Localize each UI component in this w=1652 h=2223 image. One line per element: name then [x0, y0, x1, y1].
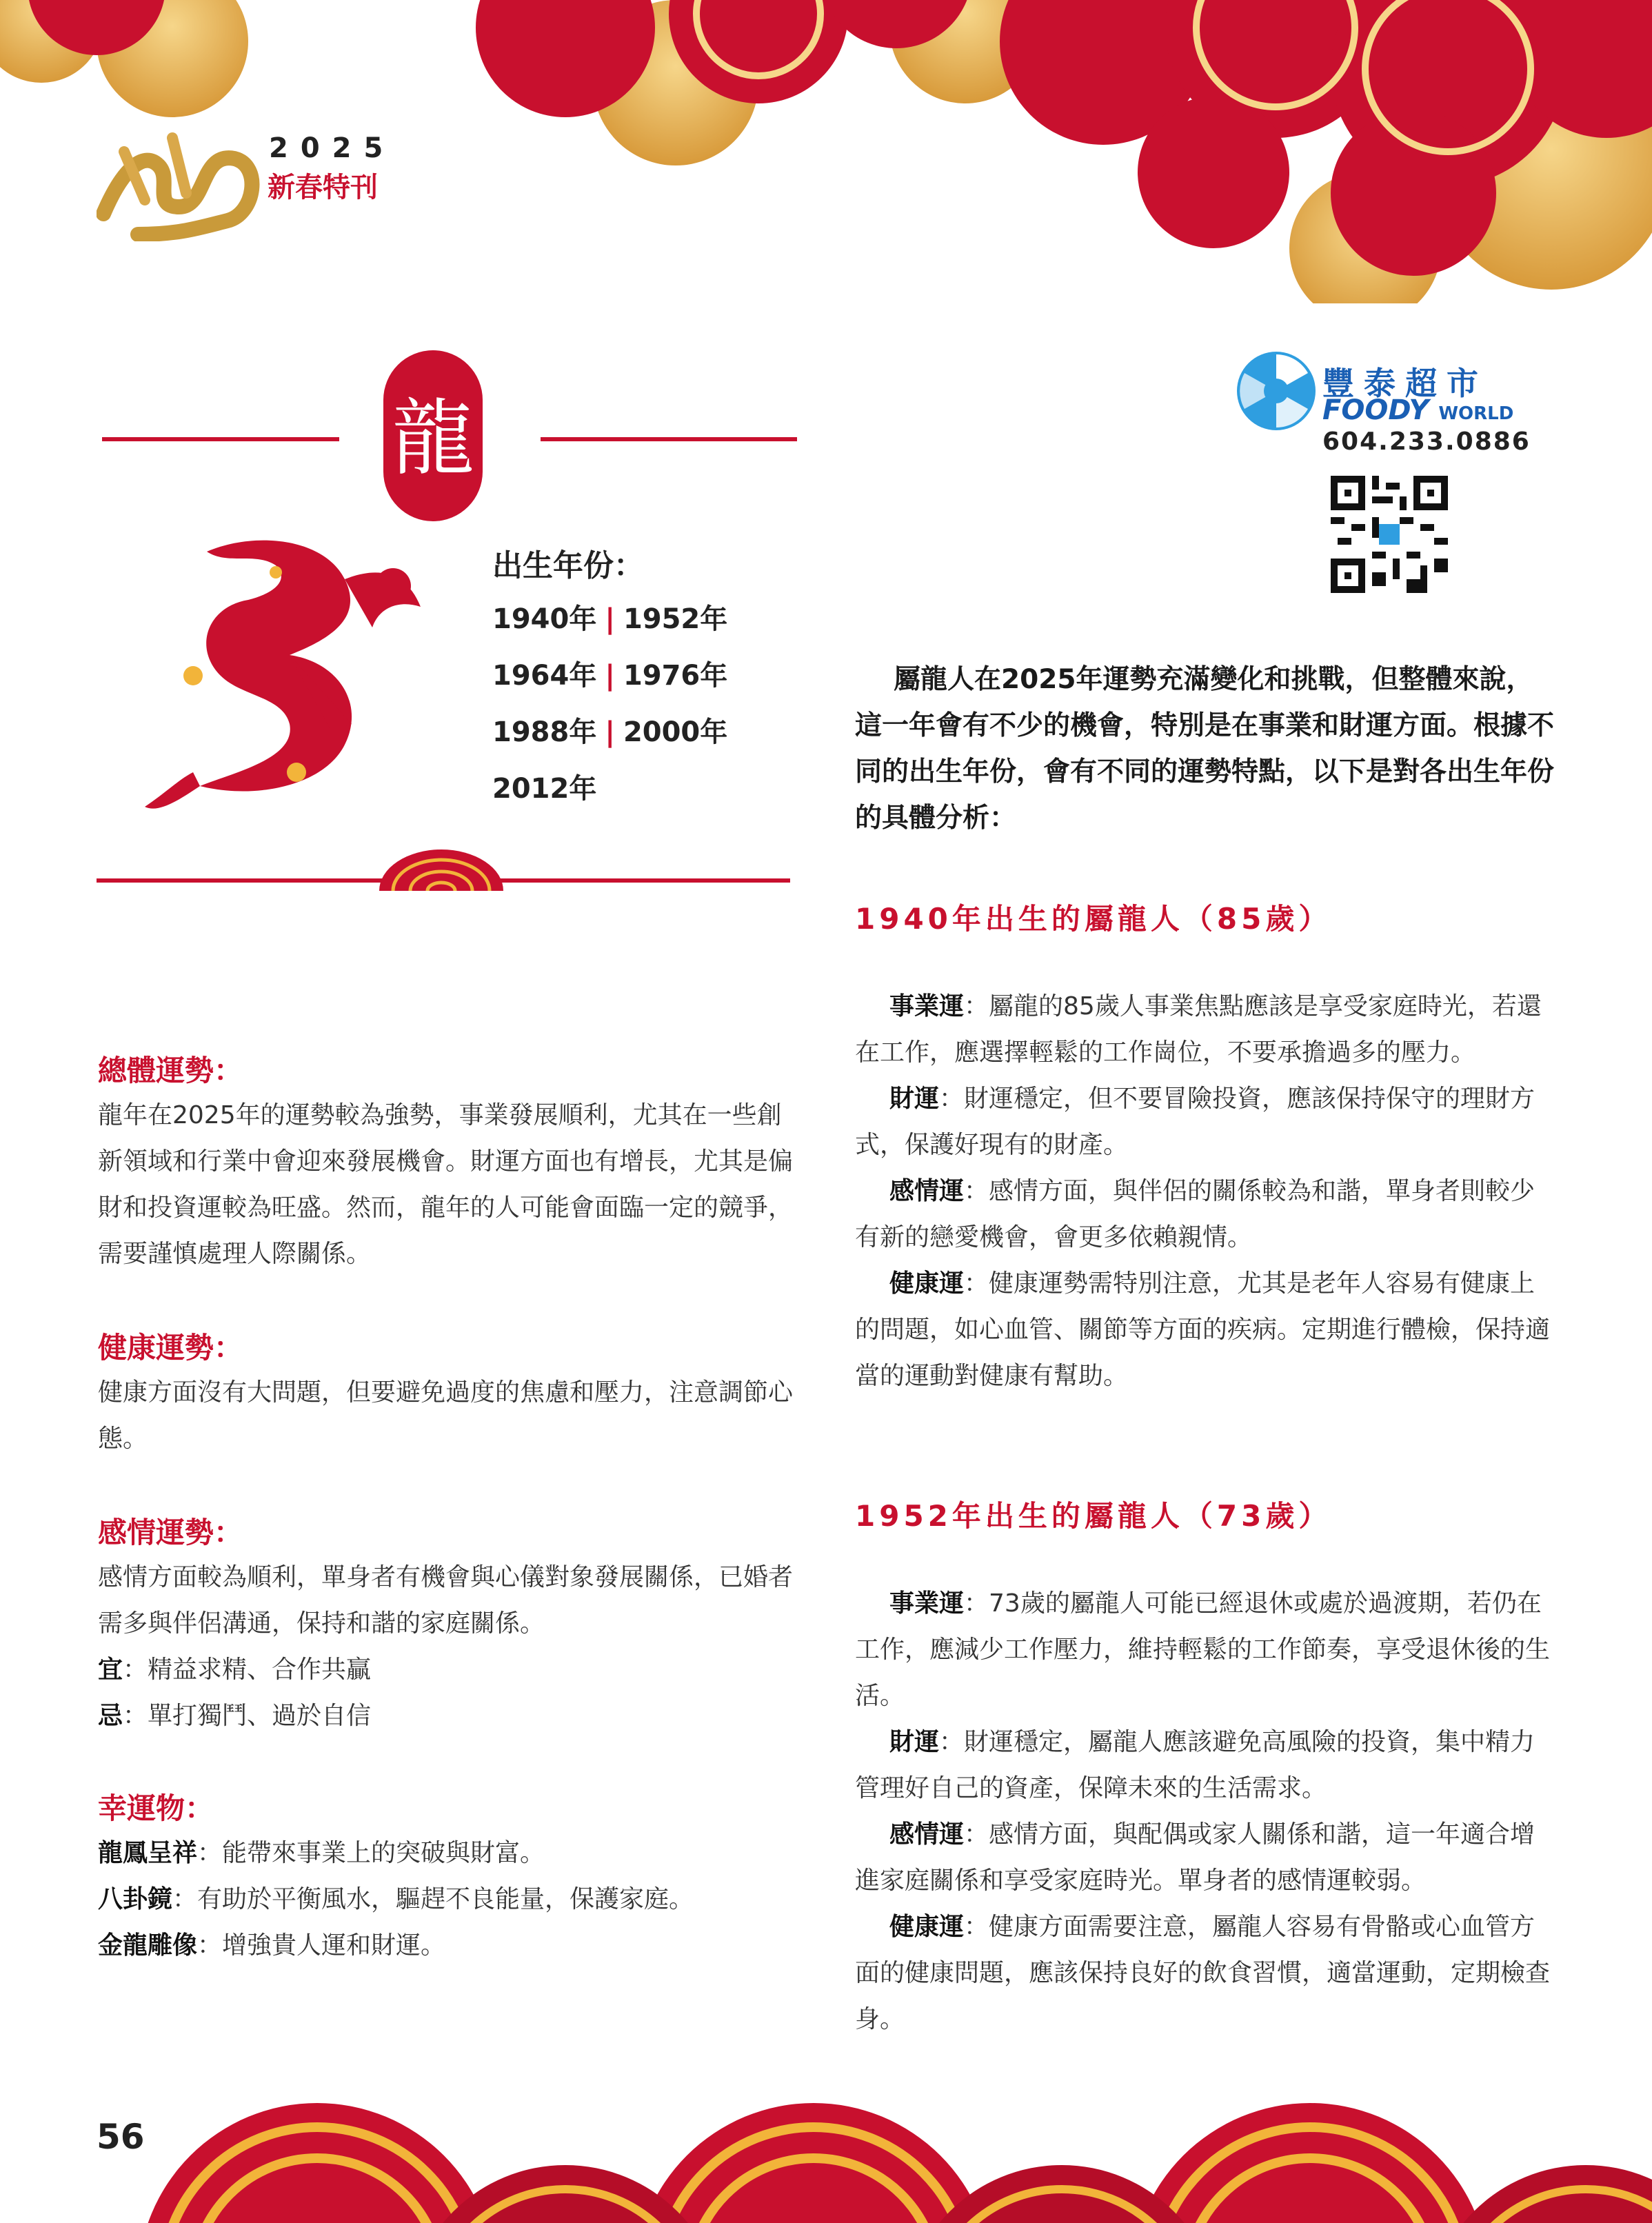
intro-paragraph: 屬龍人在2025年運勢充滿變化和挑戰，但整體來說，這一年會有不少的機會，特別是在事業和財運方面。根據不同的出生年份，會有不同的運勢特點，以下是對各出生年份的具體分析： — [855, 664, 1555, 834]
brand-name-cn: 豐泰超市 — [1322, 365, 1488, 402]
lucky-item-label: 八卦鏡 — [98, 1885, 173, 1913]
year-separator: | — [605, 716, 615, 748]
brand-name-en-suffix: WORLD — [1438, 403, 1514, 424]
lucky-item-text: ：增強貴人運和財運。 — [197, 1931, 446, 1960]
brand-phone[interactable]: 604.233.0886 — [1322, 428, 1531, 456]
birth-year: 1964年 — [492, 660, 597, 692]
foody-world-logo-icon — [1236, 350, 1317, 432]
health-section — [98, 1325, 794, 1462]
divider-left — [102, 437, 339, 441]
year-section-1940 — [855, 896, 1558, 1399]
edition-subtitle: 新春特刊 — [268, 171, 378, 203]
fortune-item-label: 財運 — [889, 1728, 940, 1756]
do-label: 宜 — [98, 1656, 123, 1684]
overall-title: 總體運勢： — [98, 1054, 243, 1087]
do-text: ：精益求精、合作共贏 — [123, 1656, 372, 1684]
fortune-item-label: 財運 — [889, 1085, 940, 1113]
birth-year: 1952年 — [623, 603, 728, 635]
fortune-item-text: ：財運穩定，但不要冒險投資，應該保持保守的理財方式，保護好現有的財產。 — [855, 1085, 1535, 1159]
fortune-item — [855, 1904, 1558, 2042]
fortune-item — [855, 1260, 1558, 1399]
lucky-title: 幸運物： — [98, 1791, 214, 1825]
brand-name-en-main: FOODY — [1322, 394, 1429, 426]
fortune-item-text: ：健康方面需要注意，屬龍人容易有骨骼或心血管方面的健康問題，應該保持良好的飲食習慣，適當運動，定期檢查身。 — [855, 1913, 1551, 2033]
dont-label: 忌 — [98, 1702, 123, 1730]
overall-section — [98, 1048, 794, 1277]
fortune-item-label: 事業運 — [889, 1589, 965, 1618]
birth-year-row — [492, 597, 727, 636]
year-section-heading: 1952年出生的屬龍人（73歲） — [855, 1499, 1332, 1533]
lucky-item — [98, 1922, 794, 1969]
birth-year-row — [492, 654, 727, 693]
year-section-1952 — [855, 1493, 1558, 2042]
dragon-illustration — [117, 524, 441, 827]
snake-calligraphy-logo — [97, 124, 276, 241]
lucky-item-label: 金龍雕像 — [98, 1931, 198, 1960]
fortune-item-label: 健康運 — [889, 1913, 965, 1941]
fortune-item-text: ：感情方面，與配偶或家人關係和諧，這一年適合增進家庭關係和享受家庭時光。單身者的感情運較弱。 — [855, 1820, 1535, 1895]
health-title: 健康運勢： — [98, 1331, 243, 1365]
cloud-ornament — [372, 849, 510, 898]
edition-year: 2025 — [269, 132, 396, 164]
love-section — [98, 1510, 794, 1739]
birth-year: 2012年 — [492, 773, 597, 805]
fortune-item-label: 事業運 — [889, 992, 965, 1020]
health-text: 健康方面沒有大問題，但要避免過度的焦慮和壓力，注意調節心態。 — [98, 1378, 794, 1453]
fortune-item-label: 感情運 — [889, 1820, 965, 1849]
fortune-item — [855, 1168, 1558, 1260]
year-separator: | — [605, 603, 615, 635]
fortune-item — [855, 1580, 1558, 1719]
bottom-wave-decoration — [0, 2075, 1652, 2223]
lucky-item-text: ：能帶來事業上的突破與財富。 — [197, 1839, 545, 1867]
fortune-item-text: ：財運穩定，屬龍人應該避免高風險的投資，集中精力管理好自己的資產，保障未來的生活需求。 — [855, 1728, 1535, 1802]
birth-year-row — [492, 767, 596, 806]
lucky-item — [98, 1830, 794, 1876]
dont-line — [98, 1693, 794, 1739]
overall-text: 龍年在2025年的運勢較為強勢，事業發展順利，尤其在一些創新領域和行業中會迎來發展機會。財運方面也有增長，尤其是偏財和投資運較為旺盛。然而，龍年的人可能會面臨一定的競爭，需要謹慎處理人際關係。 — [98, 1101, 794, 1268]
fortune-item-text: ：73歲的屬龍人可能已經退休或處於過渡期，若仍在工作，應減少工作壓力，維持輕鬆的工作節奏，享受退休後的生活。 — [855, 1589, 1551, 1710]
love-title: 感情運勢： — [98, 1516, 243, 1549]
qr-code[interactable] — [1331, 476, 1448, 593]
lucky-item — [98, 1876, 794, 1922]
fortune-item-text: ：感情方面，與伴侶的關係較為和諧，單身者則較少有新的戀愛機會，會更多依賴親情。 — [855, 1177, 1535, 1251]
birth-year: 1940年 — [492, 603, 597, 635]
fortune-item-label: 感情運 — [889, 1177, 965, 1205]
birth-year: 2000年 — [623, 716, 728, 748]
year-separator: | — [605, 660, 615, 692]
divider-right — [541, 437, 797, 441]
fortune-item-text: ：屬龍的85歲人事業焦點應該是享受家庭時光，若還在工作，應選擇輕鬆的工作崗位，不要承擔過多的壓力。 — [855, 992, 1542, 1067]
fortune-item-text: ：健康運勢需特別注意，尤其是老年人容易有健康上的問題，如心血管、關節等方面的疾病。定期進行體檢，保持適當的運動對健康有幫助。 — [855, 1269, 1551, 1390]
birth-year: 1976年 — [623, 660, 728, 692]
year-section-heading: 1940年出生的屬龍人（85歲） — [855, 902, 1332, 936]
fortune-item — [855, 983, 1558, 1076]
birth-years-title: 出生年份： — [492, 548, 644, 583]
dragon-seal-char: 龍 — [392, 391, 474, 487]
dont-text: ：單打獨鬥、過於自信 — [123, 1702, 372, 1730]
fortune-item — [855, 1076, 1558, 1168]
love-text: 感情方面較為順利，單身者有機會與心儀對象發展關係，已婚者需多與伴侶溝通，保持和諧的家庭關係。 — [98, 1563, 794, 1638]
brand-name-en — [1322, 394, 1513, 426]
fortune-item — [855, 1811, 1558, 1904]
birth-year-row — [492, 710, 727, 750]
fortune-item — [855, 1719, 1558, 1811]
lucky-item-text: ：有助於平衡風水，驅趕不良能量，保護家庭。 — [172, 1885, 694, 1913]
do-line — [98, 1647, 794, 1693]
page-number: 56 — [97, 2117, 145, 2157]
lucky-item-label: 龍鳳呈祥 — [98, 1839, 198, 1867]
fortune-item-label: 健康運 — [889, 1269, 965, 1298]
birth-year: 1988年 — [492, 716, 597, 748]
lucky-section — [98, 1786, 794, 1969]
